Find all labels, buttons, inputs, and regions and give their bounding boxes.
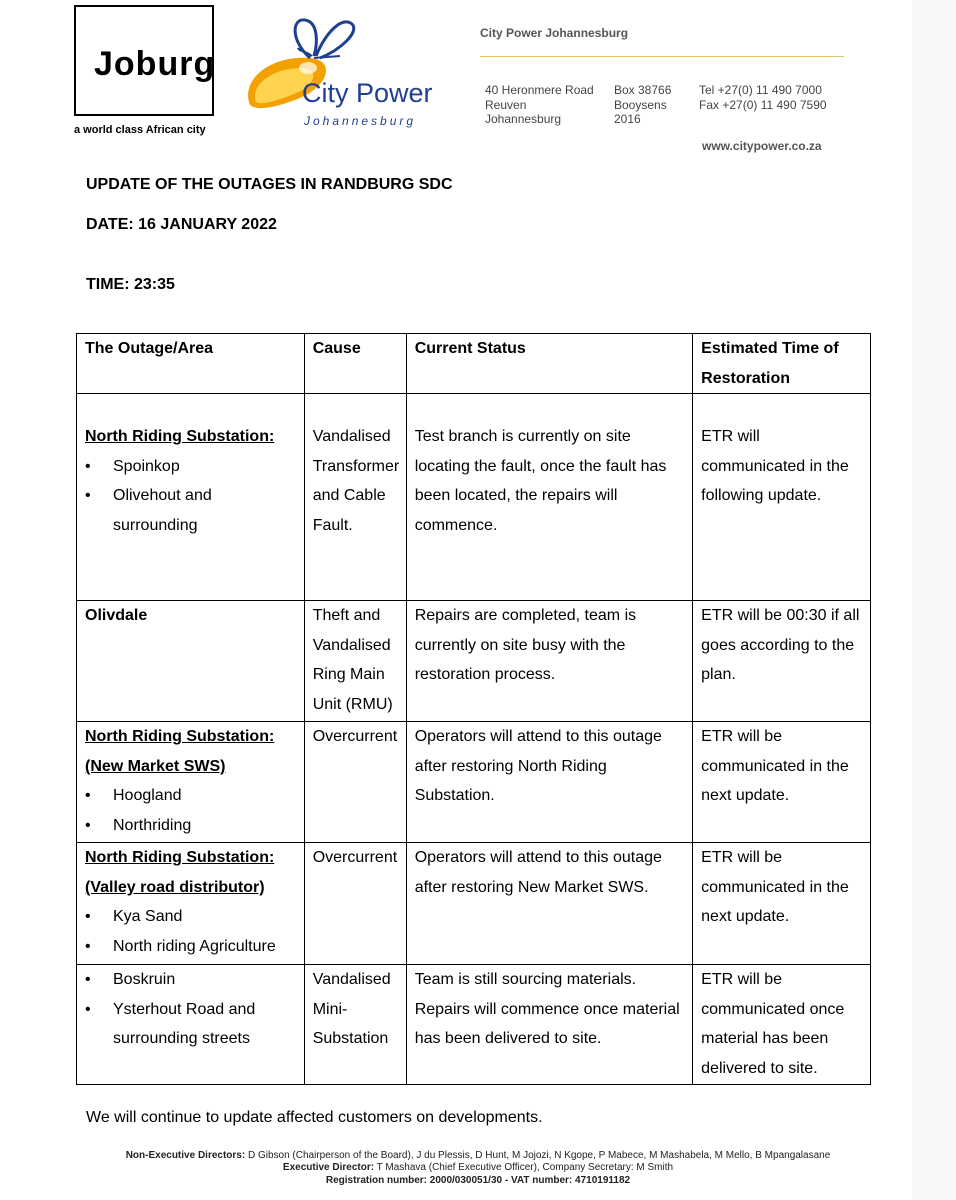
status-cell: Operators will attend to this outage after restoring North Riding Substation.: [406, 722, 692, 843]
area-title: North Riding Substation:: [85, 428, 275, 446]
org-street-address: [485, 83, 594, 127]
list-item: • North riding Agriculture: [85, 932, 298, 962]
area-cell: [77, 394, 305, 601]
list-item: • Olivehout and surrounding: [85, 481, 298, 540]
status-cell: Test branch is currently on site locating the fault, once the fault has been located, the repairs will commence.: [406, 394, 692, 601]
footer-registration: Registration number: 2000/030051/30 - VAT number: 4710191182: [325, 1175, 631, 1186]
org-contact: [699, 83, 827, 112]
table-row: [77, 722, 871, 843]
box-line: Booysens: [614, 97, 667, 112]
header-cause: Cause: [304, 334, 406, 394]
org-name: City Power Johannesburg: [480, 26, 629, 40]
address-line: Reuven: [485, 97, 527, 112]
footer-label: Non-Executive Directors:: [125, 1150, 246, 1161]
status-cell: Team is still sourcing materials. Repairs will commence once material has been delivered to site.: [406, 965, 692, 1085]
phone-line: Tel +27(0) 11 490 7000: [699, 83, 822, 97]
website-link[interactable]: www.citypower.co.za: [702, 139, 822, 153]
citypower-logo-subtext: Johannesburg: [304, 114, 417, 128]
cause-cell: Vandalised Mini-Substation: [304, 965, 406, 1085]
etr-cell: ETR will be communicated once material has been delivered to site.: [693, 965, 871, 1085]
cause-cell: Overcurrent: [304, 843, 406, 965]
list-item: • Ysterhout Road and surrounding streets: [85, 995, 298, 1054]
box-line: Box 38766: [614, 83, 672, 97]
table-row: [77, 394, 871, 601]
joburg-tagline: a world class African city: [74, 124, 206, 136]
address-line: Johannesburg: [485, 112, 562, 126]
area-title: North Riding Substation:: [85, 728, 275, 746]
citypower-logo-text: City Power: [302, 78, 433, 108]
footer-value: D Gibson (Chairperson of the Board), J du Plessis, D Hunt, M Jojozi, N Kgope, P Mabece, M Mashabela, M Mello, B Mpangalasane: [247, 1150, 831, 1161]
box-line: 2016: [614, 112, 641, 126]
document-date: DATE: 16 JANUARY 2022: [86, 216, 277, 233]
list-item: • Hoogland: [85, 781, 298, 811]
area-list: [85, 902, 298, 961]
cause-cell: Theft and Vandalised Ring Main Unit (RMU): [304, 601, 406, 722]
area-subtitle: (New Market SWS): [85, 757, 226, 775]
document-time: TIME: 23:35: [86, 276, 175, 293]
etr-cell: ETR will be 00:30 if all goes according to the plan.: [693, 601, 871, 722]
citypower-logo-icon: [230, 10, 460, 130]
area-subtitle: (Valley road distributor): [85, 878, 265, 896]
closing-statement: We will continue to update affected customers on developments.: [86, 1109, 543, 1126]
document-title: UPDATE OF THE OUTAGES IN RANDBURG SDC: [86, 176, 453, 193]
area-cell: [77, 722, 305, 843]
area-title: North Riding Substation:: [85, 849, 275, 867]
area-list: [85, 781, 298, 840]
header-etr: Estimated Time of Restoration: [693, 334, 871, 394]
status-cell: Repairs are completed, team is currently on site busy with the restoration process.: [406, 601, 692, 722]
outages-table: [76, 333, 871, 1085]
area-cell: [77, 965, 305, 1085]
header-status: Current Status: [406, 334, 692, 394]
list-item: • Kya Sand: [85, 902, 298, 932]
fax-line: Fax +27(0) 11 490 7590: [699, 97, 827, 112]
footer-label: Executive Director:: [282, 1162, 375, 1173]
footer-exec: [0, 1162, 956, 1173]
area-list: [85, 965, 298, 1054]
address-line: 40 Heronmere Road: [485, 83, 594, 97]
footer-value: T Mashava (Chief Executive Officer), Company Secretary: M Smith: [376, 1162, 674, 1173]
list-item: • Spoinkop: [85, 452, 298, 482]
table-row: [77, 601, 871, 722]
status-cell: Operators will attend to this outage after restoring New Market SWS.: [406, 843, 692, 965]
table-row: [77, 965, 871, 1085]
etr-cell: ETR will be communicated in the next update.: [693, 722, 871, 843]
cause-cell: Vandalised Transformer and Cable Fault.: [304, 394, 406, 601]
area-title: Olivdale: [85, 607, 148, 625]
list-item: • Boskruin: [85, 965, 298, 995]
etr-cell: ETR will be communicated in the next update.: [693, 843, 871, 965]
list-item: • Northriding: [85, 811, 298, 841]
org-divider: [480, 56, 844, 57]
table-row: [77, 843, 871, 965]
joburg-logo-text: Joburg: [94, 45, 216, 83]
org-postal-address: [614, 83, 671, 127]
page-edge: [912, 0, 956, 1200]
header-area: The Outage/Area: [77, 334, 305, 394]
joburg-logo: [74, 5, 214, 116]
footer-nonexec: [0, 1150, 956, 1161]
table-header-row: [77, 334, 871, 394]
area-cell: [77, 843, 305, 965]
cause-cell: Overcurrent: [304, 722, 406, 843]
etr-cell: ETR will communicated in the following update.: [693, 394, 871, 601]
area-cell: [77, 601, 305, 722]
area-list: [85, 452, 298, 541]
